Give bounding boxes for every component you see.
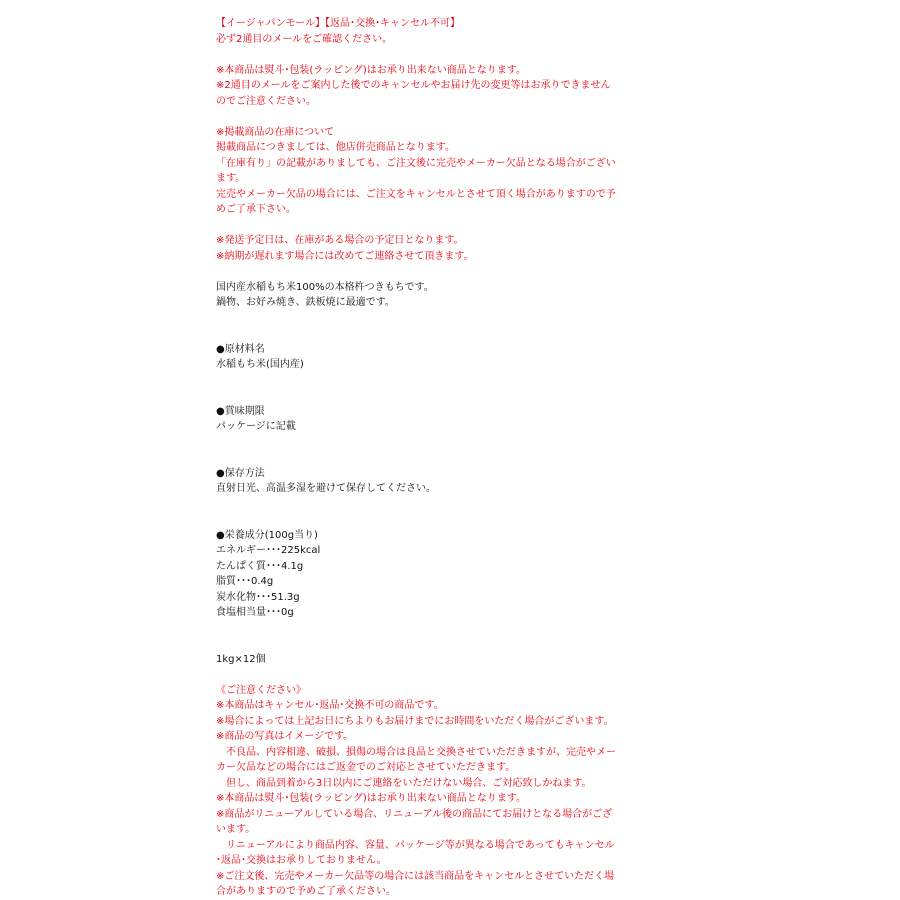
confirm-mail-notice: 必ず2通目のメールをご確認ください。 [216,33,393,45]
nutrition-row: 炭水化物･･･51.3g [216,591,300,603]
nutrition-row: 食塩相当量･･･0g [216,607,294,618]
store-title: 【イージャパンモール】【返品･交換･キャンセル不可】 [216,18,460,29]
caution-line: カー欠品などの場合にはご返金でのご対応とさせていただきます。 [216,762,516,773]
stock-notice-heading: ※掲載商品の在庫について [216,126,335,138]
caution-line: 但し、商品到着から3日以内にご連絡をいただけない場合、ご対応致しかねます。 [216,777,592,789]
package-size: 1kg×12個 [216,653,266,665]
caution-line: います。 [216,824,256,835]
product-description-line: 鍋物、お好み焼き、鉄板焼に最適です。 [216,297,395,308]
product-description-document [216,0,656,900]
caution-heading: 《ご注意ください》 [216,684,306,696]
stock-notice-line: めご了承下さい。 [216,204,296,215]
caution-line: 不良品、内容相違、破損、損傷の場合は良品と交換させていただきますが、完売やメー [216,746,616,758]
caution-line: ※商品の写真はイメージです。 [216,731,354,742]
wrapping-notice-line: ※本商品は熨斗･包装(ラッピング)はお承り出来ない商品となります。 [216,64,526,76]
nutrition-row: エネルギー･･･225kcal [216,545,321,556]
nutrition-row: たんぱく質･･･4.1g [216,560,304,572]
storage-value: 直射日光、高温多湿を避けて保存してください。 [216,483,436,494]
caution-line: リニューアルにより商品内容、容量、パッケージ等が異なる場合であってもキャンセル [216,839,615,851]
stock-notice-line: 完売やメーカー欠品の場合には、ご注文をキャンセルとさせて頂く場合がありますので予 [216,188,616,200]
caution-line: ※本商品はキャンセル･返品･交換不可の商品です。 [216,700,444,711]
caution-line: 合がありますので予めご了承ください。 [216,886,396,897]
best-before-value: パッケージに記載 [216,421,296,432]
nutrition-row: 脂質･･･0.4g [216,576,274,587]
stock-notice-line: ます。 [216,173,246,184]
cancel-notice-line: のでご注意ください。 [216,95,316,107]
stock-notice-line: 掲載商品につきましては、他店併売商品となります。 [216,142,455,153]
shipping-notice-line: ※納期が遅れます場合には改めてご連絡させて頂きます。 [216,250,474,262]
stock-notice-line: 「在庫有り」の記載がありましても、ご注文後に完売やメーカー欠品となる場合がござい [216,157,616,169]
cancel-notice-line: ※2通目のメールをご案内した後でのキャンセルやお届け先の変更等はお承りできません [216,80,611,91]
caution-line: ※場合によっては上記お日にちよりもお届けまでにお時間をいただく場合がございます。 [216,715,614,727]
product-description-line: 国内産水稲もち米100%の本格杵つきもちです。 [216,281,434,293]
caution-line: ･返品･交換はお承りしておりません。 [216,855,387,866]
ingredients-heading: ●原材料名 [216,343,265,355]
shipping-notice-line: ※発送予定日は、在庫がある場合の予定日となります。 [216,235,464,246]
ingredients-value: 水稲もち米(国内産) [216,359,304,370]
caution-line: ※本商品は熨斗･包装(ラッピング)はお承り出来ない商品となります。 [216,793,526,804]
best-before-heading: ●賞味期限 [216,405,265,417]
caution-line: ※商品がリニューアルしている場合、リニューアル後の商品にてお届けとなる場合がござ [216,808,613,820]
storage-heading: ●保存方法 [216,467,265,479]
nutrition-heading: ●栄養成分(100g当り) [216,529,318,541]
caution-line: ※ご注文後、完売やメーカー欠品等の場合には該当商品をキャンセルとさせていただく場 [216,870,615,882]
